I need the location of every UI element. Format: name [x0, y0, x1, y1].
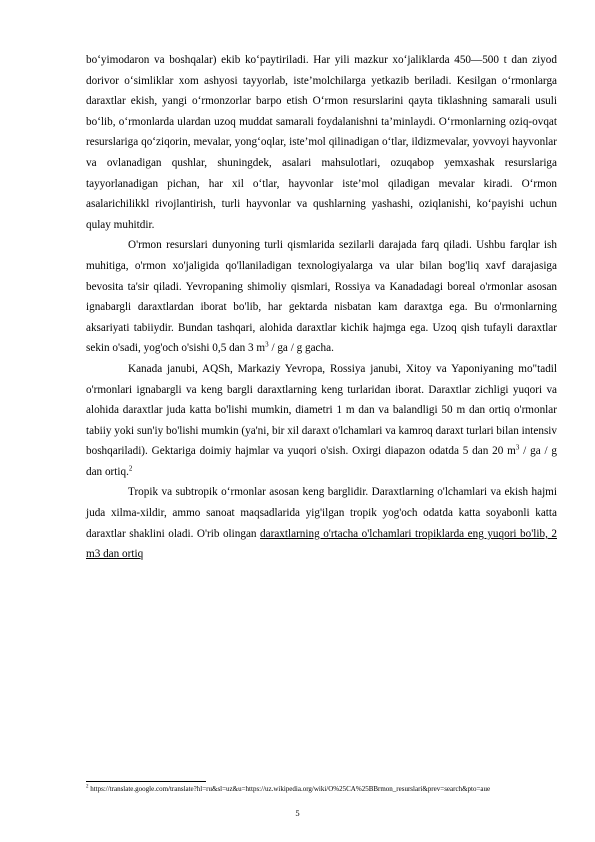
page-body	[86, 50, 557, 565]
underlined-text: daraxtlarning o'rtacha o'lchamlari tropiklarda eng yuqori bo'lib, 2 m3 dan ortiq	[86, 527, 557, 561]
footnote-divider	[86, 781, 206, 782]
paragraph-1: bo‘yimodaron va boshqalar) ekib ko‘paytiriladi. Har yili mazkur xo‘jaliklarda 450—500 t dan ziyod dorivor o‘simliklar xom ashyosi tayyorlab, iste’molchilarga yetkazib beriladi. Kesilgan o‘rmonlarga daraxtlar ekish, yangi o‘rmonzorlar barpo etish O‘rmon resurslarini qayta tiklashning samarali usuli bo‘lib, o‘rmonlarda ulardan uzoq muddat samarali foydalanishni ta’minlaydi. O‘rmonlarning oziq-ovqat resurslariga qo‘ziqorin, mevalar, yong‘oqlar, iste’mol qilinadigan o‘tlar, ildizmevalar, yovvoyi hayvonlar va ovlanadigan qushlar, shuningdek, asalari mahsulotlari, ozuqabop yemxashak resurslariga tayyorlanadigan pichan, har xil o‘tlar, hayvonlar iste’mol qiladigan mevalar kiradi. O‘rmon asalarichilikkl rivojlantirish, turli hayvonlar va qushlarning yashashi, oziqlanishi, ko‘payishi uchun qulay muhitdir.	[86, 54, 557, 231]
footnote-link[interactable]: https://translate.google.com/translate?hl=ru&sl=uz&u=https://uz.wikipedia.org/wiki/O%25CA%25BBrmon_resurslari&prev=search&pto=aue	[88, 785, 491, 793]
footnote	[86, 784, 557, 795]
paragraph-4: Tropik va subtropik o‘rmonlar asosan keng barglidir. Daraxtlarning o'lchamlari va ekish hajmi juda xilma-xildir, ammo sanoat maqsadlarida yig'ilgan tropik yog'och odatda katta soyabonli katta daraxtlar shaklini oladi. O'rib olingan daraxtlarning o'rtacha o'lchamlari tropiklarda eng yuqori bo'lib, 2 m3 dan ortiq	[86, 486, 557, 561]
footnote-number: 2	[86, 784, 89, 790]
paragraph-2: O'rmon resurslari dunyoning turli qismlarida sezilarli darajada farq qiladi. Ushbu farqlar ish muhitiga, o'rmon xo'jaligida qo'llaniladigan texnologiyalarga va ular bilan bog'liq xavf darajasiga bevosita ta'sir qiladi. Yevropaning shimoliy qismlari, Rossiya va Kanadadagi boreal o'rmonlar asosan ignabargli daraxtlardan iborat bo'lib, har gektarda nisbatan kam daraxtga ega. Bu o'rmonlarning aksariyati tabiiydir. Bundan tashqari, alohida daraxtlar kichik hajmga ega. Uzoq qish tufayli daraxtlar sekin o'sadi, yog'och o'sishi 0,5 dan 3 $m^3$ / ga / g gacha.	[86, 239, 557, 355]
superscript-cubic: 3	[515, 443, 520, 452]
page-number: 5	[295, 808, 300, 818]
superscript-cubic: 3	[265, 340, 269, 349]
footnote-reference[interactable]: 2	[128, 464, 133, 473]
paragraph-3: Kanada janubi, AQSh, Markaziy Yevropa, Rossiya janubi, Xitoy va Yaponiyaning mo"tadil o'rmonlari ignabargli va keng bargli daraxtlarning keng turlaridan iborat. Daraxtlar zichligi yuqori va alohida daraxtlar juda katta bo'lishi mumkin, diametri 1 m dan va balandligi 50 m dan ortiq o'rmonlar tabiiy yoki sun'iy bo'lishi mumkin (ya'ni, bir xil daraxt o'lchamlari va kamroq daraxt turlari bilan intensiv boshqariladi). Gektariga doimiy hajmlar va yuqori o'sish. Oxirgi diapazon odatda 5 dan 20 $m^3$ / ga / g dan ortiq.$^2$	[86, 362, 558, 478]
